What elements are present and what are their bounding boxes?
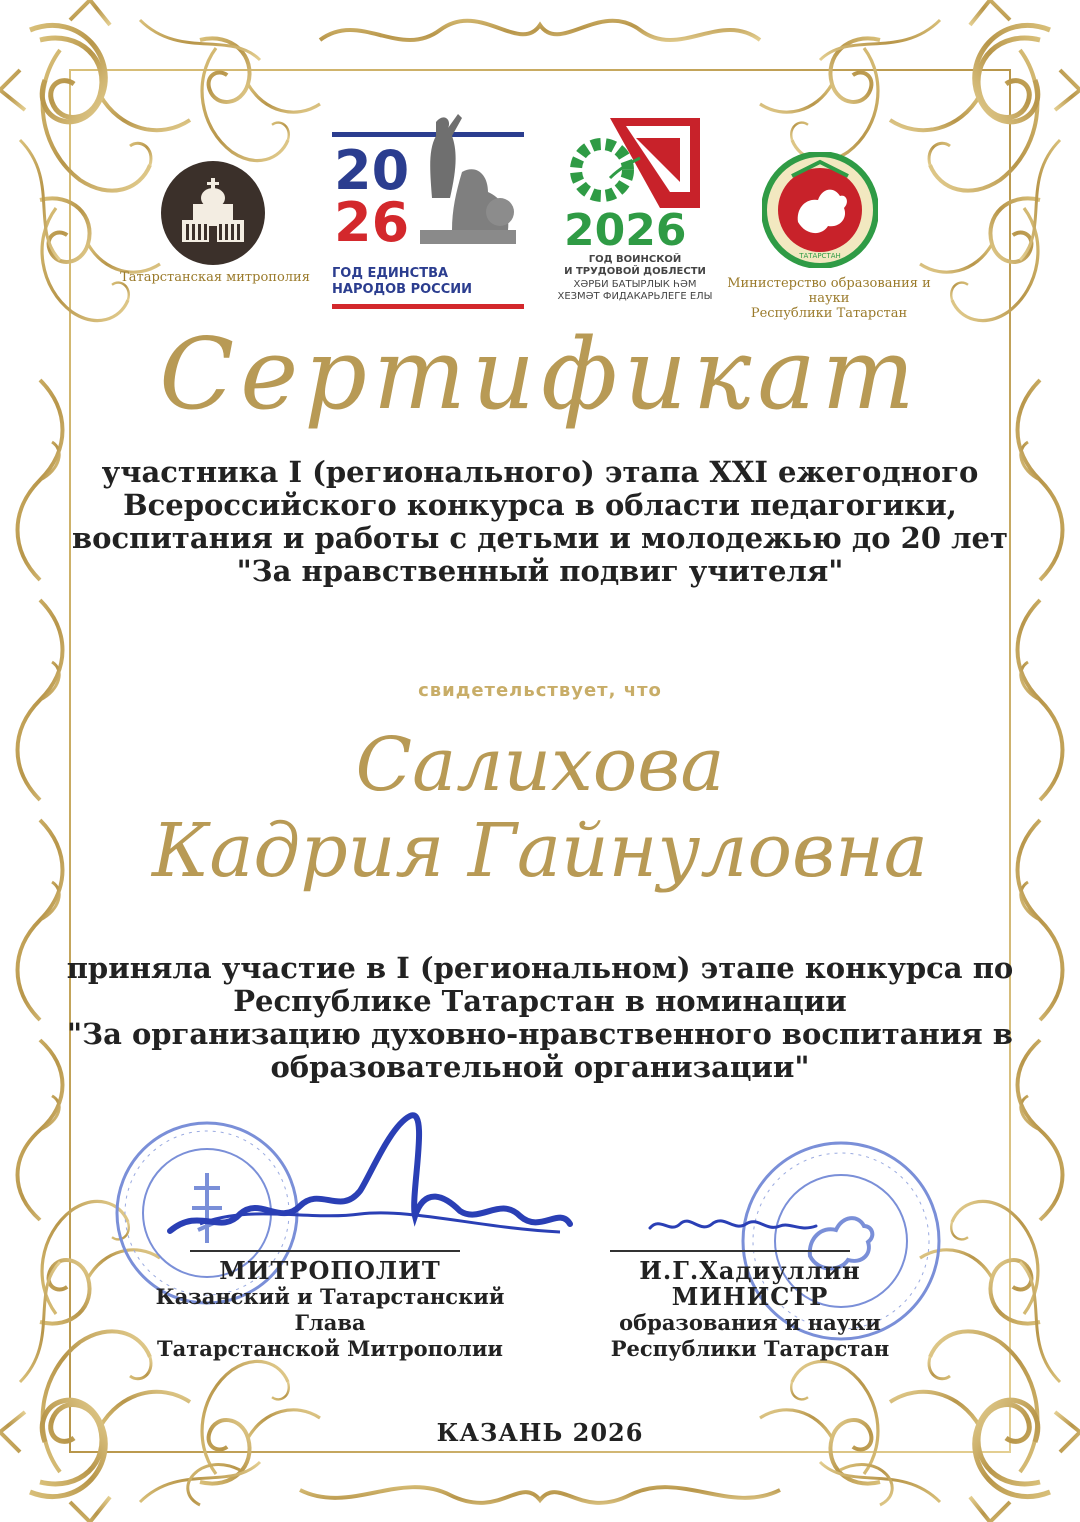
recipient-given-names: Кадрия Гайнуловна [152,808,928,894]
outcome-line: Республике Татарстан в номинации [233,984,847,1018]
military-year-line2: И ТРУДОВОЙ ДОБЛЕСТИ [564,266,706,277]
military-year-line1: ГОД ВОИНСКОЙ [588,254,682,265]
year-of-unity-line2: НАРОДОВ РОССИИ [332,282,473,297]
ministry-caption-line1: Министерство образования и науки [727,276,931,306]
metropolitan-signature [160,1096,580,1256]
monument-icon [392,102,524,262]
intro-line: Всероссийского конкурса в области педагогики, [123,488,957,522]
metropolia-logo [160,160,266,266]
metropolia-caption: Татарстанская митрополия [120,270,310,285]
intro-line: "За нравственный подвиг учителя" [236,554,844,588]
outcome-line: приняла участие в I (региональном) этапе конкурса по [66,951,1014,985]
left-signature-line [190,1250,460,1252]
year-digits-bottom: 26 [334,191,410,254]
recipient-surname: Салихова [355,722,725,808]
ministry-caption [724,276,934,321]
year-of-unity-logo [332,132,524,310]
military-labour-year-logo [557,108,713,313]
certificate-title: Сертификат [159,318,921,432]
right-signatory-name: И.Г.Хадиуллин [639,1256,861,1285]
intro-paragraph [60,456,1020,588]
left-signatory-line2: Глава [294,1310,366,1335]
right-signatory-title: МИНИСТР [671,1282,829,1311]
military-year-line4: ХЕЗМӘТ ФИДАКАРЬЛЕГЕ ЕЛЫ [557,291,713,302]
emblem-label: ТАТАРСТАН [799,252,841,260]
outcome-paragraph [60,952,1020,1084]
left-signatory [120,1258,540,1362]
right-signature-line [610,1250,850,1252]
left-signatory-line1: Казанский и Татарстанский [155,1284,505,1309]
military-year-line3: ХӘРБИ БАТЫРЛЫК ҺӘМ [573,279,697,290]
right-signatory-line1: образования и науки [619,1310,881,1335]
left-signatory-title: МИТРОПОЛИТ [219,1256,441,1285]
left-signatory-line3: Татарстанской Митрополии [156,1336,504,1361]
year-digits-top: 20 [334,139,410,202]
military-year-number: 2026 [564,205,687,256]
red-stripe [332,304,524,309]
tatarstan-emblem [762,152,878,268]
minister-signature [640,1198,830,1258]
year-of-unity-line1: ГОД ЕДИНСТВА [332,266,449,281]
intro-line: участника I (регионального) этапа XXI ежегодного [101,455,979,489]
right-signatory [570,1258,930,1362]
city-year: КАЗАНЬ 2026 [436,1418,644,1447]
intro-line: воспитания и работы с детьми и молодежью до 20 лет [72,521,1008,555]
right-signatory-line2: Республики Татарстан [610,1336,890,1361]
ministry-caption-line2: Республики Татарстан [750,306,908,321]
outcome-line: "За организацию духовно-нравственного воспитания в [67,1017,1013,1051]
star-gear-icon [560,108,710,218]
witness-line: свидетельствует, что [418,680,662,701]
outcome-line: образовательной организации" [270,1050,810,1084]
